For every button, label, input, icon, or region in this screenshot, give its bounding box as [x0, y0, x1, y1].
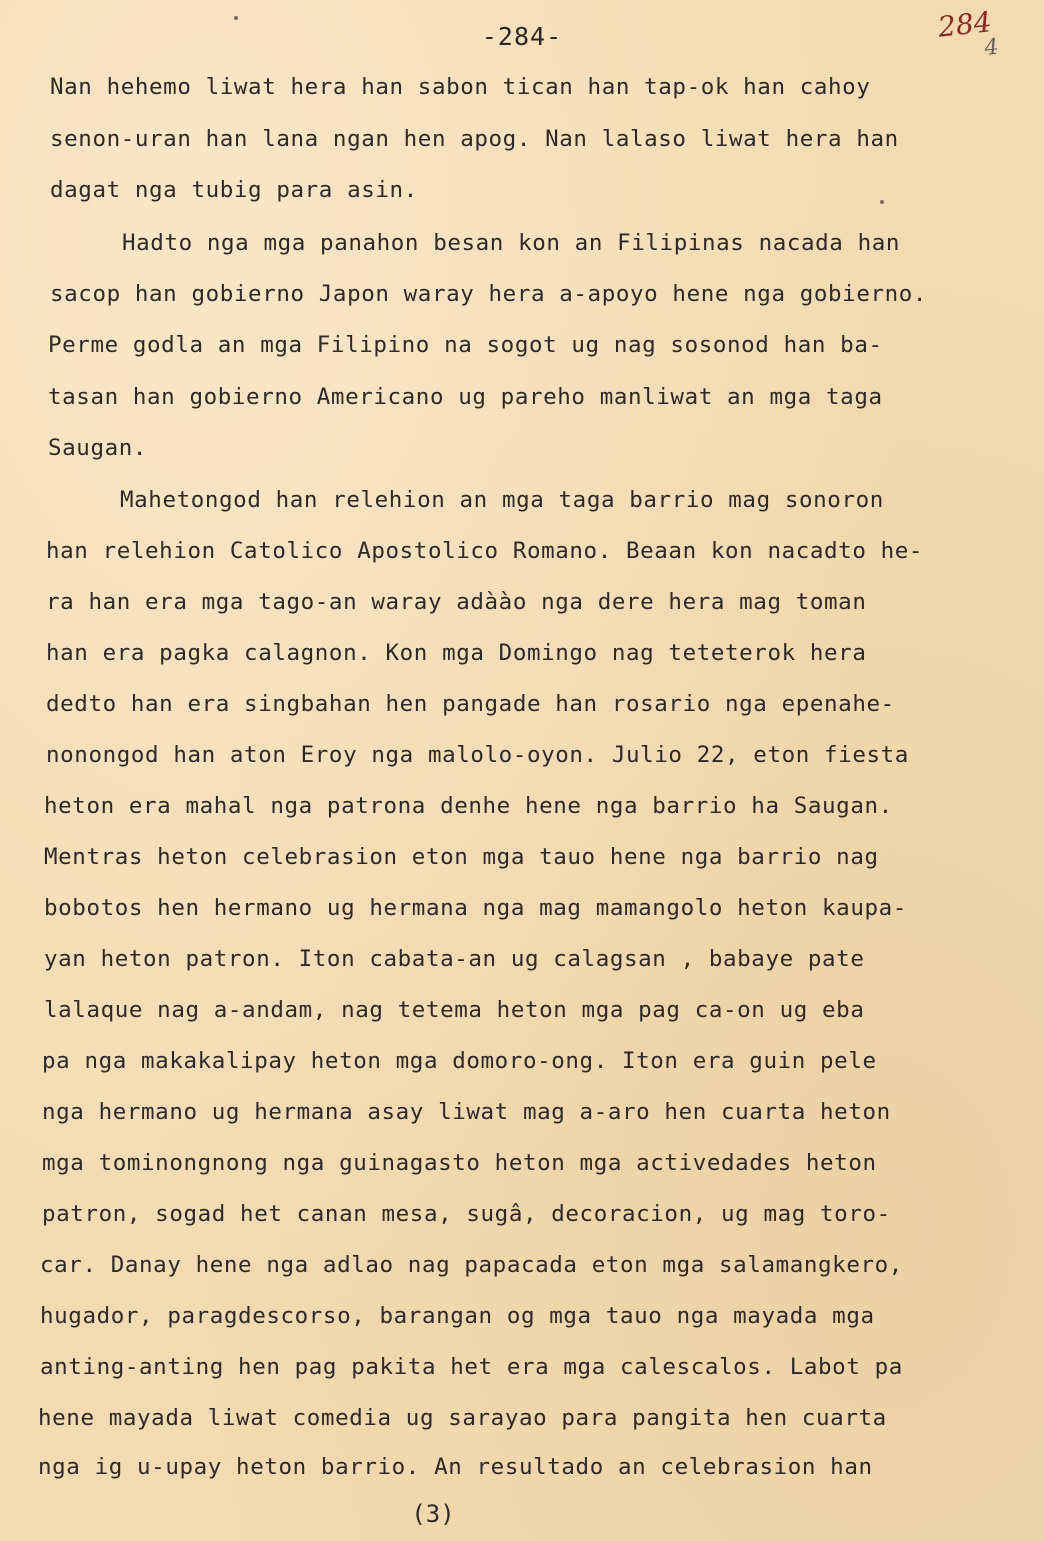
text-line: Hadto nga mga panahon besan kon an Filipinas nacada han	[122, 230, 901, 256]
text-line: heton era mahal nga patrona denhe hene nga barrio ha Saugan.	[44, 793, 893, 819]
text-line: pa nga makakalipay heton mga domoro-ong. Iton era guin pele	[42, 1048, 877, 1074]
text-line: Mentras heton celebrasion eton mga tauo hene nga barrio nag	[44, 844, 879, 870]
text-line: senon-uran han lana ngan hen apog. Nan lalaso liwat hera han	[50, 126, 899, 152]
text-line: Perme godla an mga Filipino na sogot ug nag sosonod han ba-	[48, 332, 883, 358]
text-line: patron, sogad het canan mesa, sugâ, decoracion, ug mag toro-	[42, 1201, 891, 1227]
text-line: anting-anting hen pag pakita het era mga calescalos. Labot pa	[40, 1354, 903, 1380]
page-number: -284-	[481, 22, 563, 51]
paper-speck	[880, 200, 884, 204]
text-line: bobotos hen hermano ug hermana nga mag mamangolo heton kaupa-	[44, 895, 907, 921]
text-line: dedto han era singbahan hen pangade han rosario nga epenahe-	[46, 691, 895, 717]
text-line: han relehion Catolico Apostolico Romano. Beaan kon nacadto he-	[46, 538, 924, 564]
text-line: lalaque nag a-andam, nag tetema heton mga pag ca-on ug eba	[44, 997, 865, 1023]
handwritten-page-note	[936, 5, 1000, 61]
text-line: sacop han gobierno Japon waray hera a-apoyo hene nga gobierno.	[50, 281, 928, 307]
text-line: nga hermano ug hermana asay liwat mag a-aro hen cuarta heton	[42, 1099, 891, 1125]
handwritten-number: 284	[936, 5, 994, 44]
text-line: tasan han gobierno Americano ug pareho manliwat an mga taga	[48, 384, 883, 410]
text-line: car. Danay hene nga adlao nag papacada eton mga salamangkero,	[40, 1252, 903, 1278]
text-line: mga tominongnong nga guinagasto heton mga activedades heton	[42, 1150, 877, 1176]
text-line: nga ig u-upay heton barrio. An resultado an celebrasion han	[38, 1454, 873, 1480]
text-line: nonongod han aton Eroy nga malolo-oyon. Julio 22, eton fiesta	[46, 742, 909, 768]
footer-page-label: (3)	[411, 1500, 455, 1528]
text-line: ra han era mga tago-an waray adàào nga dere hera mag toman	[46, 589, 867, 615]
text-line: dagat nga tubig para asin.	[50, 177, 418, 203]
text-line: han era pagka calagnon. Kon mga Domingo nag teteterok hera	[46, 640, 867, 666]
text-line: Saugan.	[48, 435, 148, 461]
paper-speck	[234, 16, 238, 20]
text-line: Nan hehemo liwat hera han sabon tican han tap-ok han cahoy	[50, 74, 871, 100]
text-line: hene mayada liwat comedia ug sarayao para pangita hen cuarta	[38, 1405, 887, 1431]
text-line: hugador, paragdescorso, barangan og mga tauo nga mayada mga	[40, 1303, 875, 1329]
text-line: Mahetongod han relehion an mga taga barrio mag sonoron	[120, 487, 884, 513]
handwritten-sub-number: 4	[983, 34, 1000, 61]
text-line: yan heton patron. Iton cabata-an ug calagsan , babaye pate	[44, 946, 865, 972]
